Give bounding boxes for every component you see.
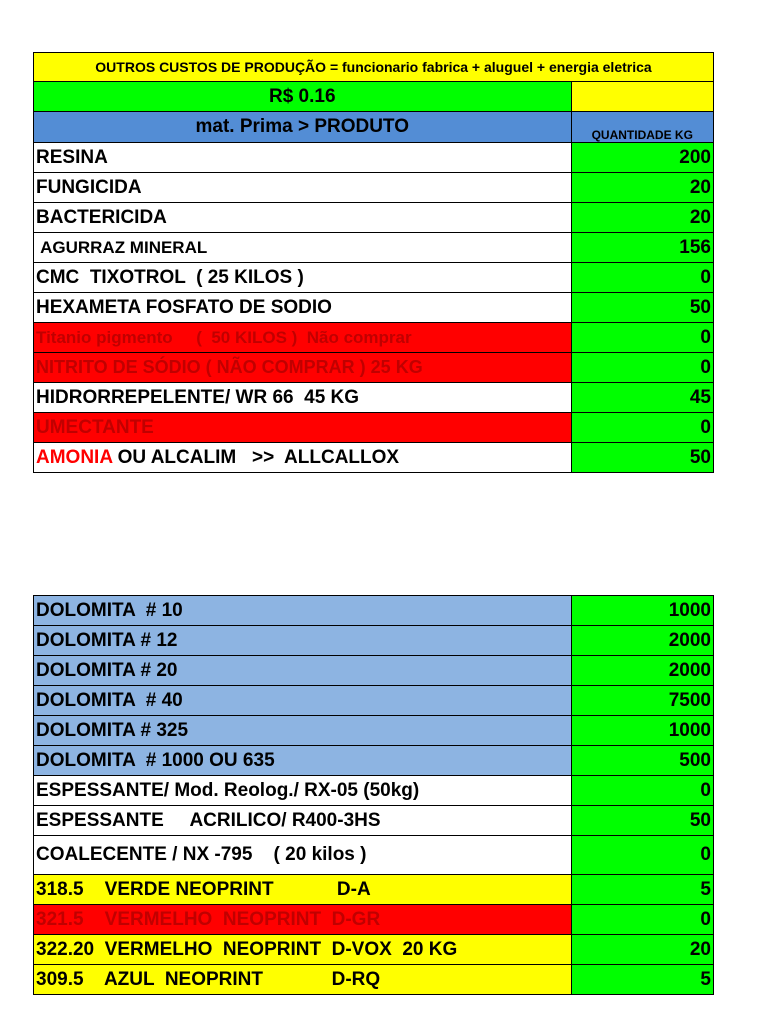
material-qty: 20 xyxy=(571,203,713,233)
material-label: BACTERICIDA xyxy=(34,203,572,233)
filler-qty: 5 xyxy=(571,965,713,995)
material-label: RESINA xyxy=(34,143,572,173)
material-label: HIDRORREPELENTE/ WR 66 45 KG xyxy=(34,383,572,413)
filler-label: DOLOMITA # 1000 OU 635 xyxy=(34,746,572,776)
quantity-header: QUANTIDADE KG xyxy=(571,112,713,143)
filler-label: 309.5 AZUL NEOPRINT D-RQ xyxy=(34,965,572,995)
material-label: UMECTANTE xyxy=(34,413,572,443)
filler-qty: 2000 xyxy=(571,626,713,656)
material-label: FUNGICIDA xyxy=(34,173,572,203)
material-label: Titanio pigmento ( 50 KILOS ) Não comprar xyxy=(34,323,572,353)
filler-label: 318.5 VERDE NEOPRINT D-A xyxy=(34,875,572,905)
filler-qty: 0 xyxy=(571,776,713,806)
filler-qty: 2000 xyxy=(571,656,713,686)
other-costs-header: OUTROS CUSTOS DE PRODUÇÃO = funcionario fabrica + aluguel + energia eletrica xyxy=(34,53,714,82)
filler-label: DOLOMITA # 12 xyxy=(34,626,572,656)
material-label-rest: OU ALCALIM >> ALLCALLOX xyxy=(112,446,400,468)
filler-qty: 5 xyxy=(571,875,713,905)
material-qty: 0 xyxy=(571,323,713,353)
filler-label: 321.5 VERMELHO NEOPRINT D-GR xyxy=(34,905,572,935)
material-label: HEXAMETA FOSFATO DE SODIO xyxy=(34,293,572,323)
raw-material-header: mat. Prima > PRODUTO xyxy=(34,112,572,143)
filler-label: DOLOMITA # 325 xyxy=(34,716,572,746)
material-qty: 50 xyxy=(571,293,713,323)
material-label xyxy=(34,443,572,473)
material-qty: 200 xyxy=(571,143,713,173)
filler-label: COALECENTE / NX -795 ( 20 kilos ) xyxy=(34,836,572,875)
material-label-highlight: AMONIA xyxy=(36,446,113,468)
filler-qty: 0 xyxy=(571,836,713,875)
filler-label: ESPESSANTE/ Mod. Reolog./ RX-05 (50kg) xyxy=(34,776,572,806)
material-label: AGURRAZ MINERAL xyxy=(34,233,572,263)
material-qty: 45 xyxy=(571,383,713,413)
fillers-table xyxy=(33,595,714,995)
filler-qty: 0 xyxy=(571,905,713,935)
production-costs-table xyxy=(33,52,714,473)
material-qty: 50 xyxy=(571,443,713,473)
material-label: CMC TIXOTROL ( 25 KILOS ) xyxy=(34,263,572,293)
filler-qty: 500 xyxy=(571,746,713,776)
material-qty: 0 xyxy=(571,353,713,383)
material-qty: 156 xyxy=(571,233,713,263)
filler-label: DOLOMITA # 20 xyxy=(34,656,572,686)
filler-qty: 1000 xyxy=(571,716,713,746)
material-qty: 0 xyxy=(571,263,713,293)
filler-qty: 50 xyxy=(571,806,713,836)
price-cell: R$ 0.16 xyxy=(34,82,572,112)
filler-label: ESPESSANTE ACRILICO/ R400-3HS xyxy=(34,806,572,836)
filler-qty: 20 xyxy=(571,935,713,965)
material-qty: 0 xyxy=(571,413,713,443)
filler-label: DOLOMITA # 10 xyxy=(34,596,572,626)
filler-qty: 1000 xyxy=(571,596,713,626)
filler-qty: 7500 xyxy=(571,686,713,716)
price-empty-cell xyxy=(571,82,713,112)
filler-label: DOLOMITA # 40 xyxy=(34,686,572,716)
material-qty: 20 xyxy=(571,173,713,203)
material-label: NITRITO DE SÓDIO ( NÃO COMPRAR ) 25 KG xyxy=(34,353,572,383)
filler-label: 322.20 VERMELHO NEOPRINT D-VOX 20 KG xyxy=(34,935,572,965)
